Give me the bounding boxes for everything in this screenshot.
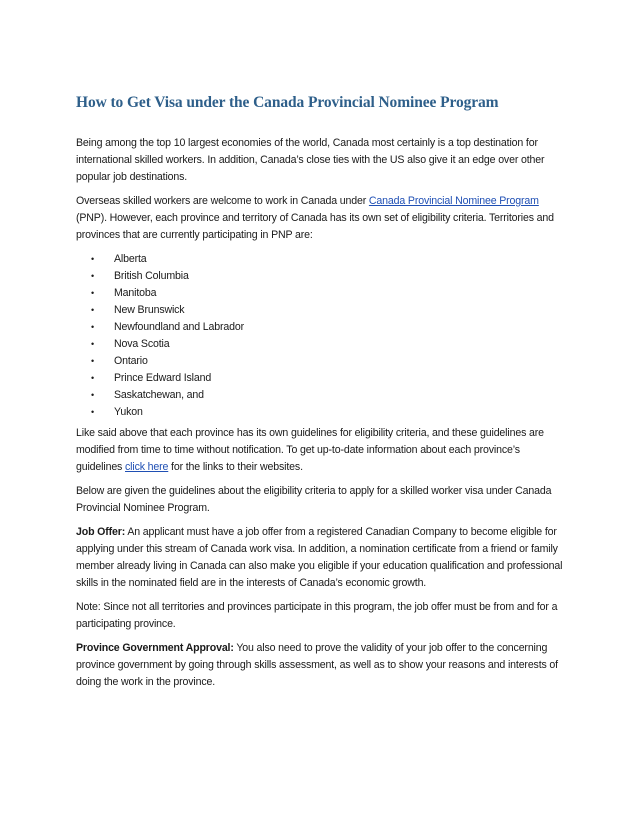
bullet-icon: • (91, 254, 95, 264)
bullet-icon: • (91, 288, 95, 298)
note-paragraph: Note: Since not all territories and provinces participate in this program, the job offer must be from and for a participating province. (76, 601, 558, 630)
pnp-link[interactable]: Canada Provincial Nominee Program (368, 195, 539, 207)
overseas-text-after: (PNP). However, each province and territory of Canada has its own set of eligibility criteria. Territories and provinces that are currently participating in PNP are: (76, 212, 554, 241)
province-name: Newfoundland and Labrador (114, 321, 244, 333)
click-here-link[interactable]: click here (125, 461, 169, 473)
job-offer-text: An applicant must have a job offer from a registered Canadian Company to become eligible for applying under this stream of Canada work visa. In addition, a nomination certificate from a friend or family member already living in Canada can also make you eligible if your education qualification and professional skills in the nominated field are in the interests of Canada’s economic growth. (76, 526, 563, 589)
province-name: Nova Scotia (114, 338, 170, 350)
list-item (91, 404, 566, 421)
approval-label: Province Government Approval: (76, 642, 234, 654)
guidelines-text-after: for the links to their websites. (168, 461, 303, 473)
document-title: How to Get Visa under the Canada Provincial Nominee Program (76, 94, 499, 111)
list-item (91, 353, 566, 370)
guidelines-paragraph (76, 425, 566, 476)
province-name: New Brunswick (114, 304, 185, 316)
bullet-icon: • (91, 271, 95, 281)
approval-paragraph (76, 640, 566, 691)
province-name: Alberta (114, 253, 147, 265)
list-item (91, 387, 566, 404)
province-list (76, 251, 566, 421)
approval-text: You also need to prove the validity of your job offer to the concerning province government by going through skills assessment, as well as to show your reasons and interests of doing the work in the province. (76, 642, 558, 688)
intro-paragraph: Being among the top 10 largest economies of the world, Canada most certainly is a top destination for international skilled workers. In addition, Canada’s close ties with the US also give it an edge over other popular job destinations. (76, 137, 545, 183)
bullet-icon: • (91, 305, 95, 315)
province-name: British Columbia (114, 270, 189, 282)
document-body (76, 94, 566, 698)
overseas-text-before: Overseas skilled workers are welcome to work in Canada under (76, 195, 369, 207)
job-offer-label: Job Offer: (76, 526, 126, 538)
list-item (91, 319, 566, 336)
list-item (91, 285, 566, 302)
bullet-icon: • (91, 356, 95, 366)
bullet-icon: • (91, 322, 95, 332)
list-item (91, 268, 566, 285)
bullet-icon: • (91, 373, 95, 383)
bullet-icon: • (91, 339, 95, 349)
list-item (91, 336, 566, 353)
overseas-paragraph (76, 193, 566, 244)
province-name: Manitoba (114, 287, 157, 299)
list-item (91, 302, 566, 319)
province-name: Prince Edward Island (114, 372, 212, 384)
bullet-icon: • (91, 407, 95, 417)
province-name: Yukon (114, 406, 143, 418)
list-item (91, 251, 566, 268)
guidelines-text-before: Like said above that each province has its own guidelines for eligibility criteria, and these guidelines are modified from time to time without notification. To get up-to-date information about each province’s guidelines (76, 427, 544, 473)
below-paragraph: Below are given the guidelines about the eligibility criteria to apply for a skilled worker visa under Canada Provincial Nominee Program. (76, 485, 552, 514)
province-name: Ontario (114, 355, 148, 367)
bullet-icon: • (91, 390, 95, 400)
job-offer-paragraph (76, 524, 566, 592)
list-item (91, 370, 566, 387)
province-name: Saskatchewan, and (114, 389, 204, 401)
